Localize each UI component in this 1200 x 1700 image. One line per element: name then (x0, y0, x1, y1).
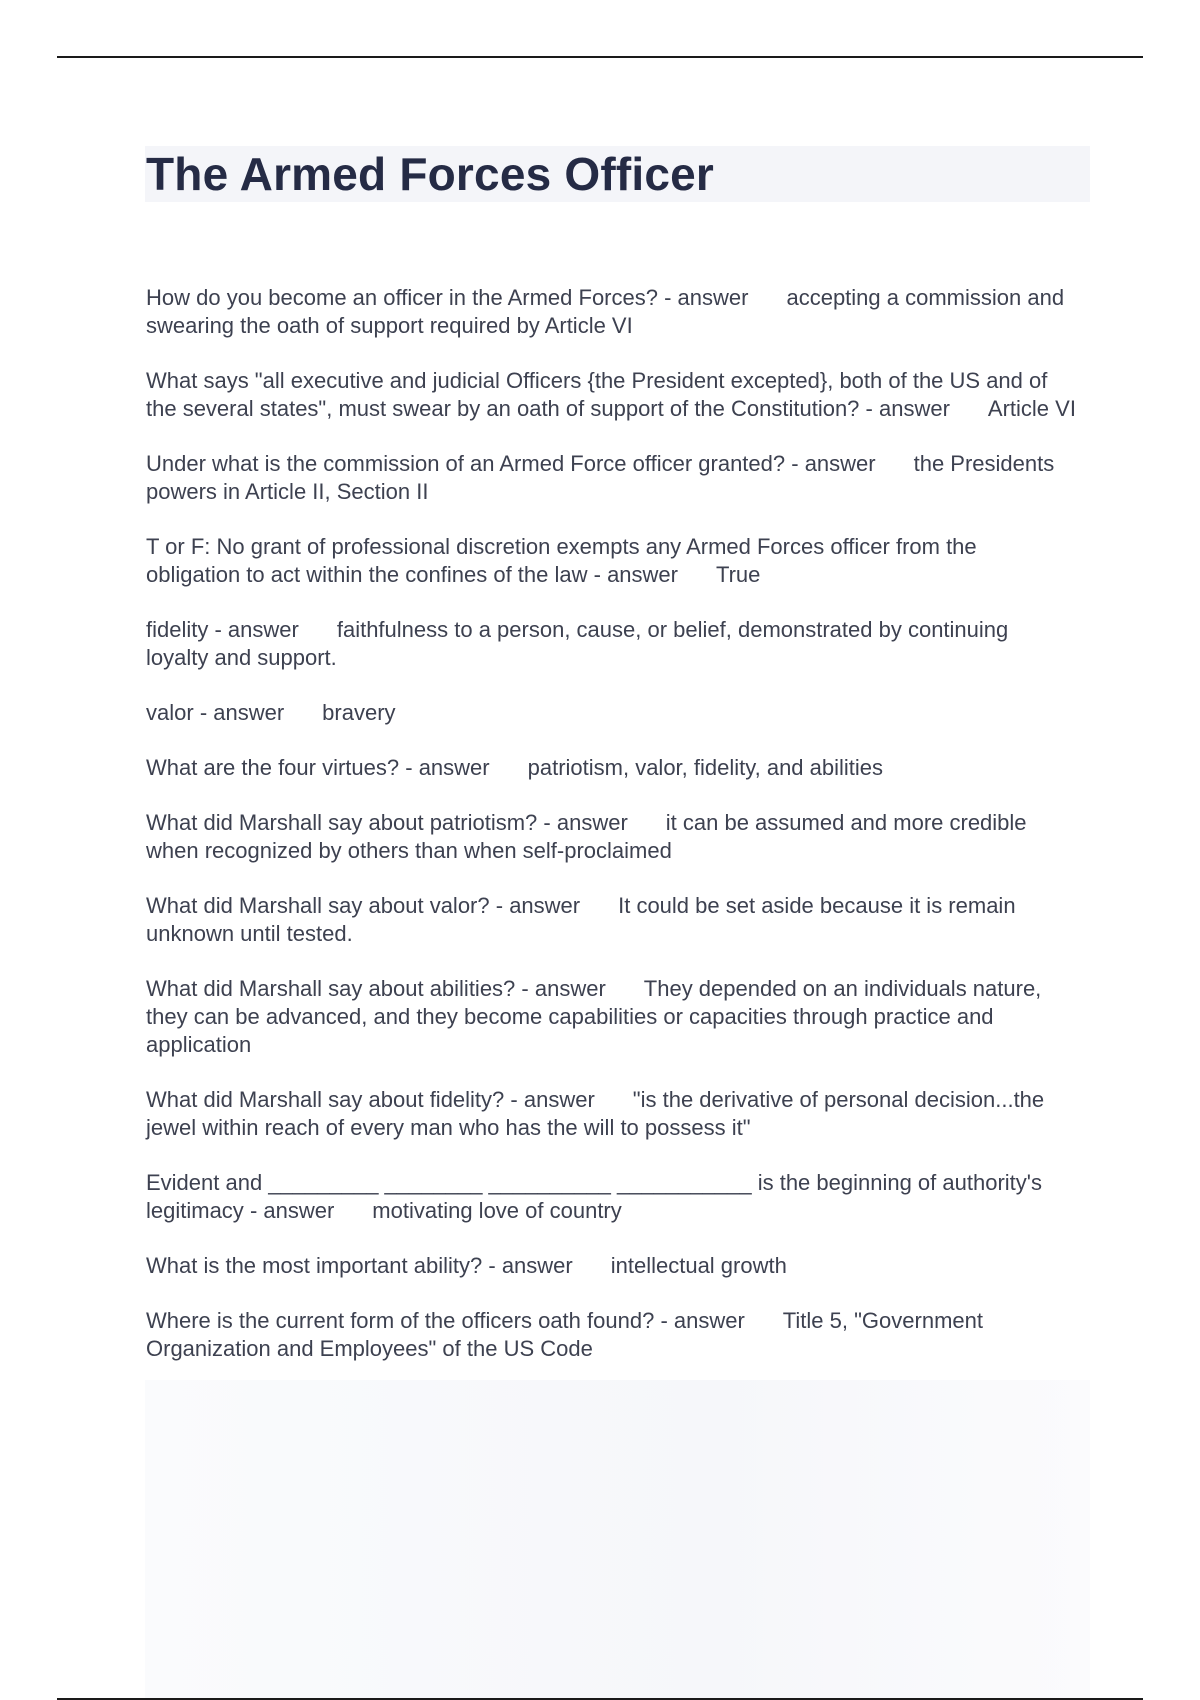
qa-item (146, 450, 1076, 506)
answer-marker: - answer (521, 976, 606, 1001)
answer-text: motivating love of country (372, 1198, 622, 1223)
question-text: What says "all executive and judicial Officers {the President excepted}, both of the US and of the several states", must swear by an oath of support of the Constitution? (146, 368, 1048, 421)
qa-item (146, 892, 1076, 948)
qa-item (146, 1169, 1076, 1225)
answer-marker: - answer (660, 1308, 745, 1333)
question-text: What is the most important ability? (146, 1253, 483, 1278)
page-shading (145, 1380, 1090, 1698)
qa-list (146, 284, 1076, 1390)
document-title: The Armed Forces Officer (146, 148, 715, 200)
answer-text: faithfulness to a person, cause, or belief, demonstrated by continuing loyalty and support. (146, 617, 1009, 670)
question-text: Under what is the commission of an Armed Force officer granted? (146, 451, 786, 476)
answer-text: intellectual growth (610, 1253, 787, 1278)
answer-text: Article VI (987, 396, 1076, 421)
question-text: Evident and _________ ________ __________ ___________ is the beginning of authority's legitimacy (146, 1170, 1042, 1223)
question-text: Where is the current form of the officers oath found? (146, 1308, 655, 1333)
answer-marker: - answer (405, 755, 490, 780)
top-rule (57, 56, 1143, 58)
answer-marker: - answer (214, 617, 299, 642)
question-text: T or F: No grant of professional discretion exempts any Armed Forces officer from the obligation to act within the confines of the law (146, 534, 977, 587)
answer-marker: - answer (543, 810, 628, 835)
answer-text: it can be assumed and more credible when recognized by others than when self-proclaimed (146, 810, 1027, 863)
qa-item (146, 533, 1076, 589)
qa-item (146, 975, 1076, 1059)
answer-marker: - answer (865, 396, 950, 421)
answer-text: accepting a commission and swearing the oath of support required by Article VI (146, 285, 1065, 338)
answer-text: It could be set aside because it is remain unknown until tested. (146, 893, 1016, 946)
question-text: What did Marshall say about valor? (146, 893, 490, 918)
question-text: fidelity (146, 617, 209, 642)
answer-text: bravery (322, 700, 396, 725)
answer-marker: - answer (495, 893, 581, 918)
question-text: What did Marshall say about patriotism? (146, 810, 538, 835)
answer-text: patriotism, valor, fidelity, and abilities (527, 755, 884, 780)
qa-item (146, 1086, 1076, 1142)
question-text: valor (146, 700, 194, 725)
answer-marker: - answer (791, 451, 876, 476)
qa-item (146, 1307, 1076, 1363)
qa-item (146, 809, 1076, 865)
answer-marker: - answer (593, 562, 678, 587)
answer-text: the Presidents powers in Article II, Section II (146, 451, 1055, 504)
question-text: What did Marshall say about fidelity? (146, 1087, 505, 1112)
answer-marker: - answer (664, 285, 749, 310)
qa-item (146, 1252, 1076, 1280)
qa-item (146, 284, 1076, 340)
answer-text: Title 5, "Government Organization and Employees" of the US Code (146, 1308, 983, 1361)
answer-marker: - answer (510, 1087, 595, 1112)
qa-item (146, 616, 1076, 672)
qa-item (146, 699, 1076, 727)
question-text: How do you become an officer in the Armed Forces? (146, 285, 658, 310)
question-text: What did Marshall say about abilities? (146, 976, 516, 1001)
question-text: What are the four virtues? (146, 755, 400, 780)
answer-marker: - answer (488, 1253, 573, 1278)
answer-text: They depended on an individuals nature, they can be advanced, and they become capabilities or capacities through practice and application (146, 976, 1042, 1057)
answer-marker: - answer (249, 1198, 335, 1223)
answer-text: "is the derivative of personal decision...the jewel within reach of every man who has the will to possess it" (146, 1087, 1045, 1140)
answer-text: True (715, 562, 761, 587)
qa-item (146, 367, 1076, 423)
answer-marker: - answer (199, 700, 285, 725)
qa-item (146, 754, 1076, 782)
